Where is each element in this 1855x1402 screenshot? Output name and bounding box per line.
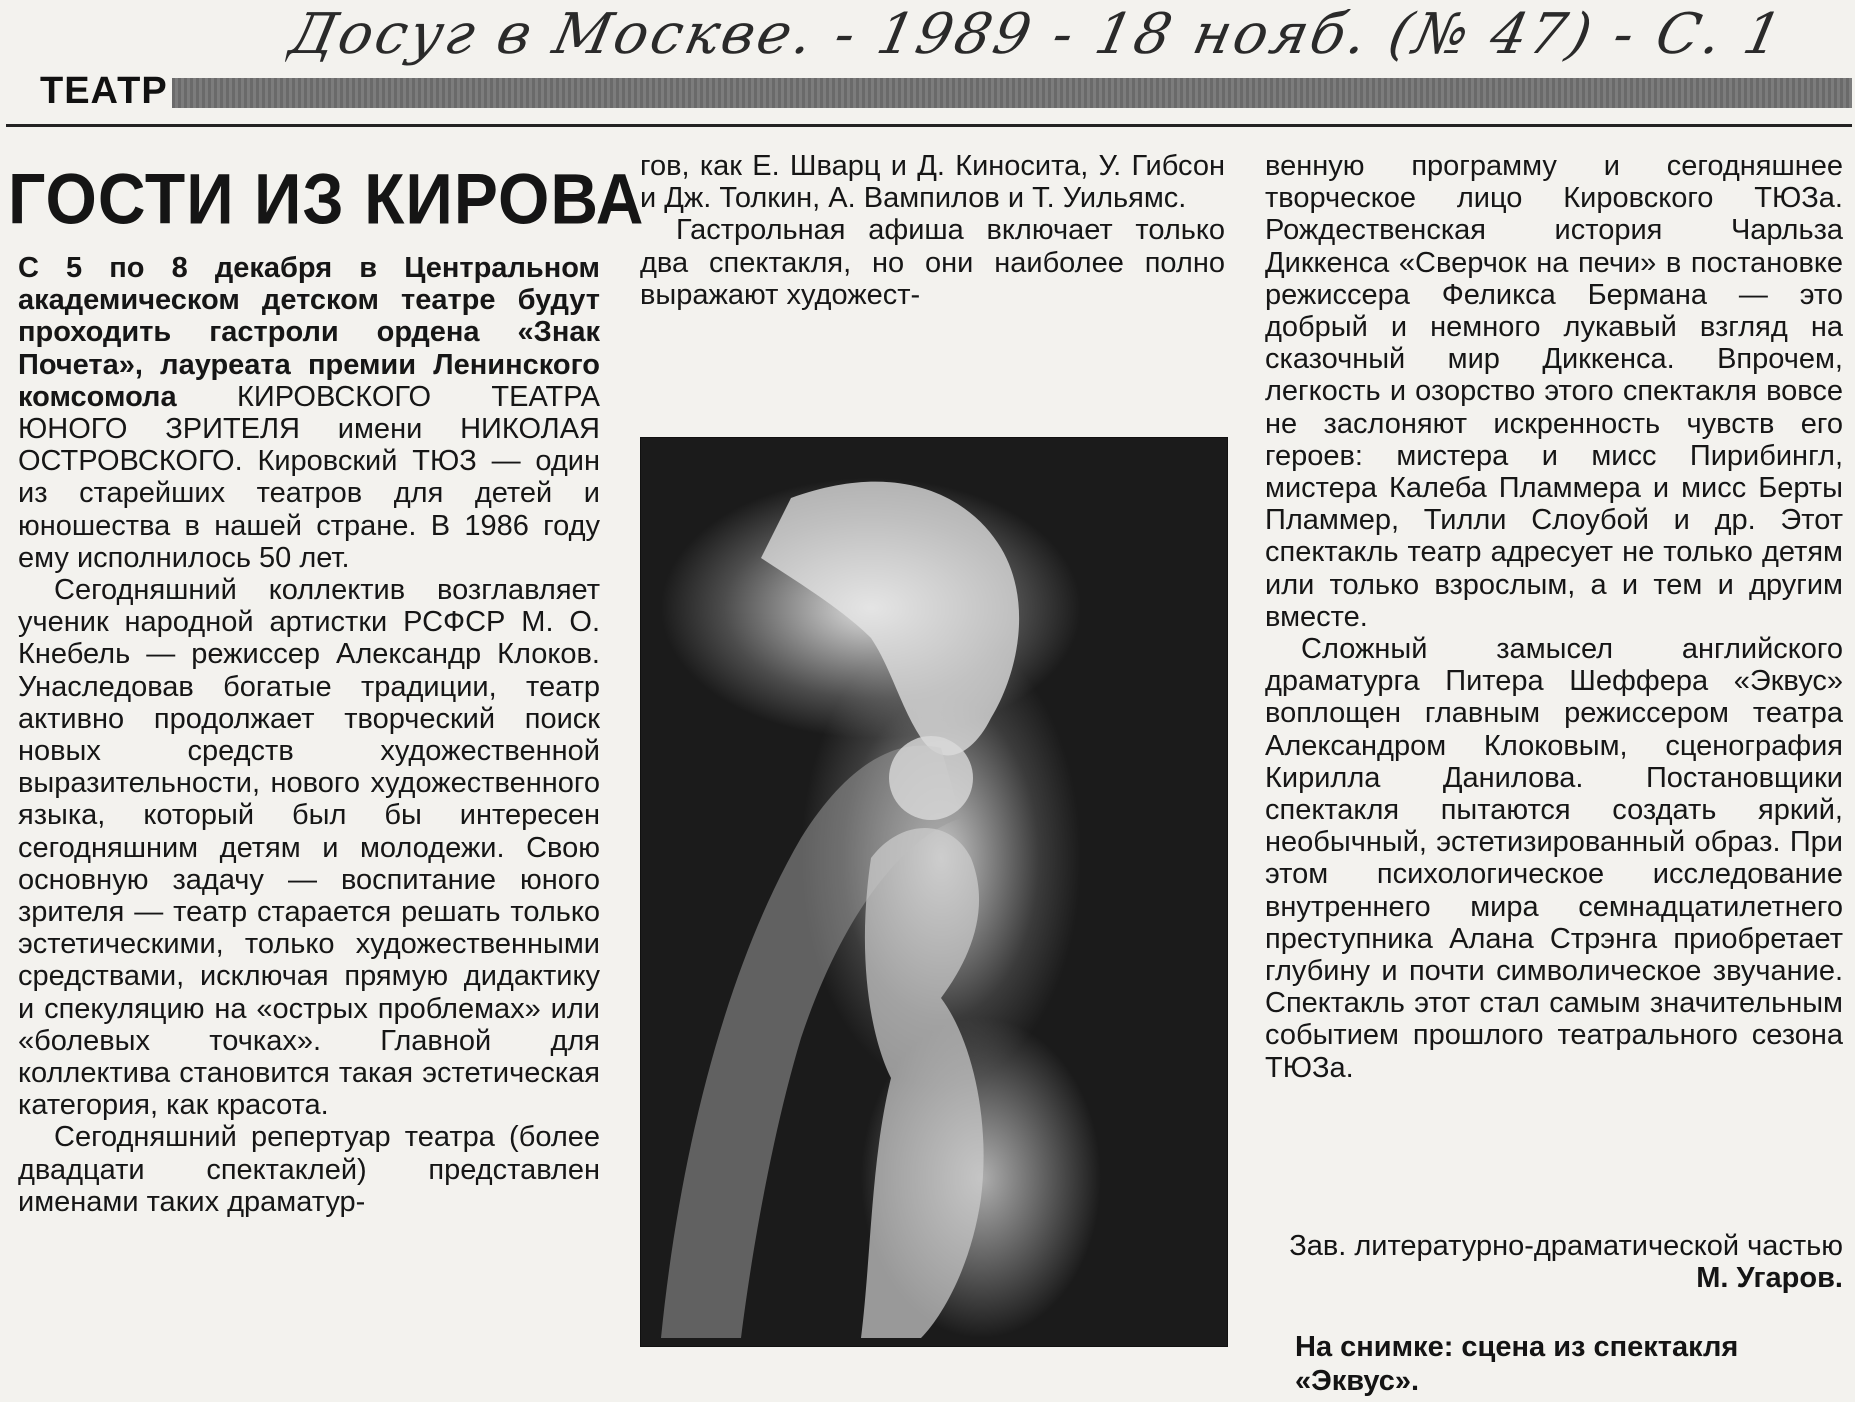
- paragraph: Сложный замысел английского драматурга Питера Шеффера «Эквус» воплощен главным режиссером театра Александром Клоковым, сценография Кирилла Данилова. Постановщики спектакля пытаются создать яркий, необычный, эстетизированный образ. При этом психологическое исследование внутреннего мира семнадцатилетнего преступника Алана Стрэнга приобретает глубину и почти символическое звучание. Спектакль этот стал самым значительным событием прошлого театрального сезона ТЮЗа.: [1265, 633, 1843, 1084]
- lead-text: С 5 по 8 декабря в Центральном академическом детском театре будут проходить гастроли ордена «Знак Почета», лауреата премии Ленинского комсомола: [18, 252, 600, 413]
- article-column-3: [1265, 150, 1843, 1084]
- author-signature: [1265, 1230, 1843, 1294]
- paragraph: венную программу и сегодняшнее творческое лицо Кировского ТЮЗа. Рождественская история Чарльза Диккенса «Сверчок на печи» в постановке режиссера Феликса Бермана — это добрый и немного лукавый взгляд на сказочный мир Диккенса. Впрочем, легкость и озорство этого спектакля вовсе не заслоняют искренность чувств его героев: мистера и мисс Пирибингл, мистера Калеба Пламмера и мисс Берты Пламмер, Тилли Слоубой и др. Этот спектакль театр адресует не только детям или только взрослым, а и тем и другим вместе.: [1265, 150, 1843, 633]
- paragraph: [18, 252, 600, 574]
- author-name: М. Угаров.: [1696, 1262, 1843, 1294]
- rubric-bar: [172, 78, 1852, 108]
- paragraph: Сегодняшний репертуар театра (более двадцати спектаклей) представлен именами таких драматур-: [18, 1121, 600, 1218]
- play-scene-photo: [640, 437, 1228, 1347]
- handwritten-source-note: Досуг в Москве. - 1989 - 18 нояб. (№ 47) - С. 1: [283, 2, 1791, 67]
- article-column-1: [18, 252, 600, 1218]
- article-column-2: [640, 150, 1225, 311]
- author-position: Зав. литературно-драматической частью: [1289, 1230, 1843, 1262]
- photo-silhouettes: [641, 438, 1227, 1346]
- rubric-label: ТЕАТР: [40, 70, 168, 112]
- paragraph: гов, как Е. Шварц и Д. Киносита, У. Гибсон и Дж. Толкин, А. Вампилов и Т. Уильямс.: [640, 150, 1225, 215]
- header-rule: [6, 124, 1852, 127]
- photo-caption: На снимке: сцена из спектакля «Эквус».: [1295, 1331, 1739, 1397]
- paragraph: Сегодняшний коллектив возглавляет ученик народной артистки РСФСР М. О. Кнебель — режиссер Александр Клоков. Унаследовав богатые традиции, театр активно продолжает творческий поиск новых средств художественной выразительности, нового художественного языка, который был бы интересен сегодняшним детям и молодежи. Свою основную задачу — воспитание юного зрителя — театр старается решать только эстетическими, только художественными средствами, исключая прямую дидактику и спекуляцию на «острых проблемах» или «болевых точках». Главной для коллектива становится такая эстетическая категория, как красота.: [18, 574, 600, 1122]
- paragraph: Гастрольная афиша включает только два спектакля, но они наиболее полно выражают художест-: [640, 214, 1225, 311]
- paragraph-text: КИРОВСКОГО ТЕАТРА ЮНОГО ЗРИТЕЛЯ имени НИКОЛАЯ ОСТРОВСКОГО. Кировский ТЮЗ — один из старейших театров для детей и юношества в нашей стране. В 1986 году ему исполнилось 50 лет.: [18, 380, 600, 574]
- article-headline: ГОСТИ ИЗ КИРОВА: [8, 158, 645, 239]
